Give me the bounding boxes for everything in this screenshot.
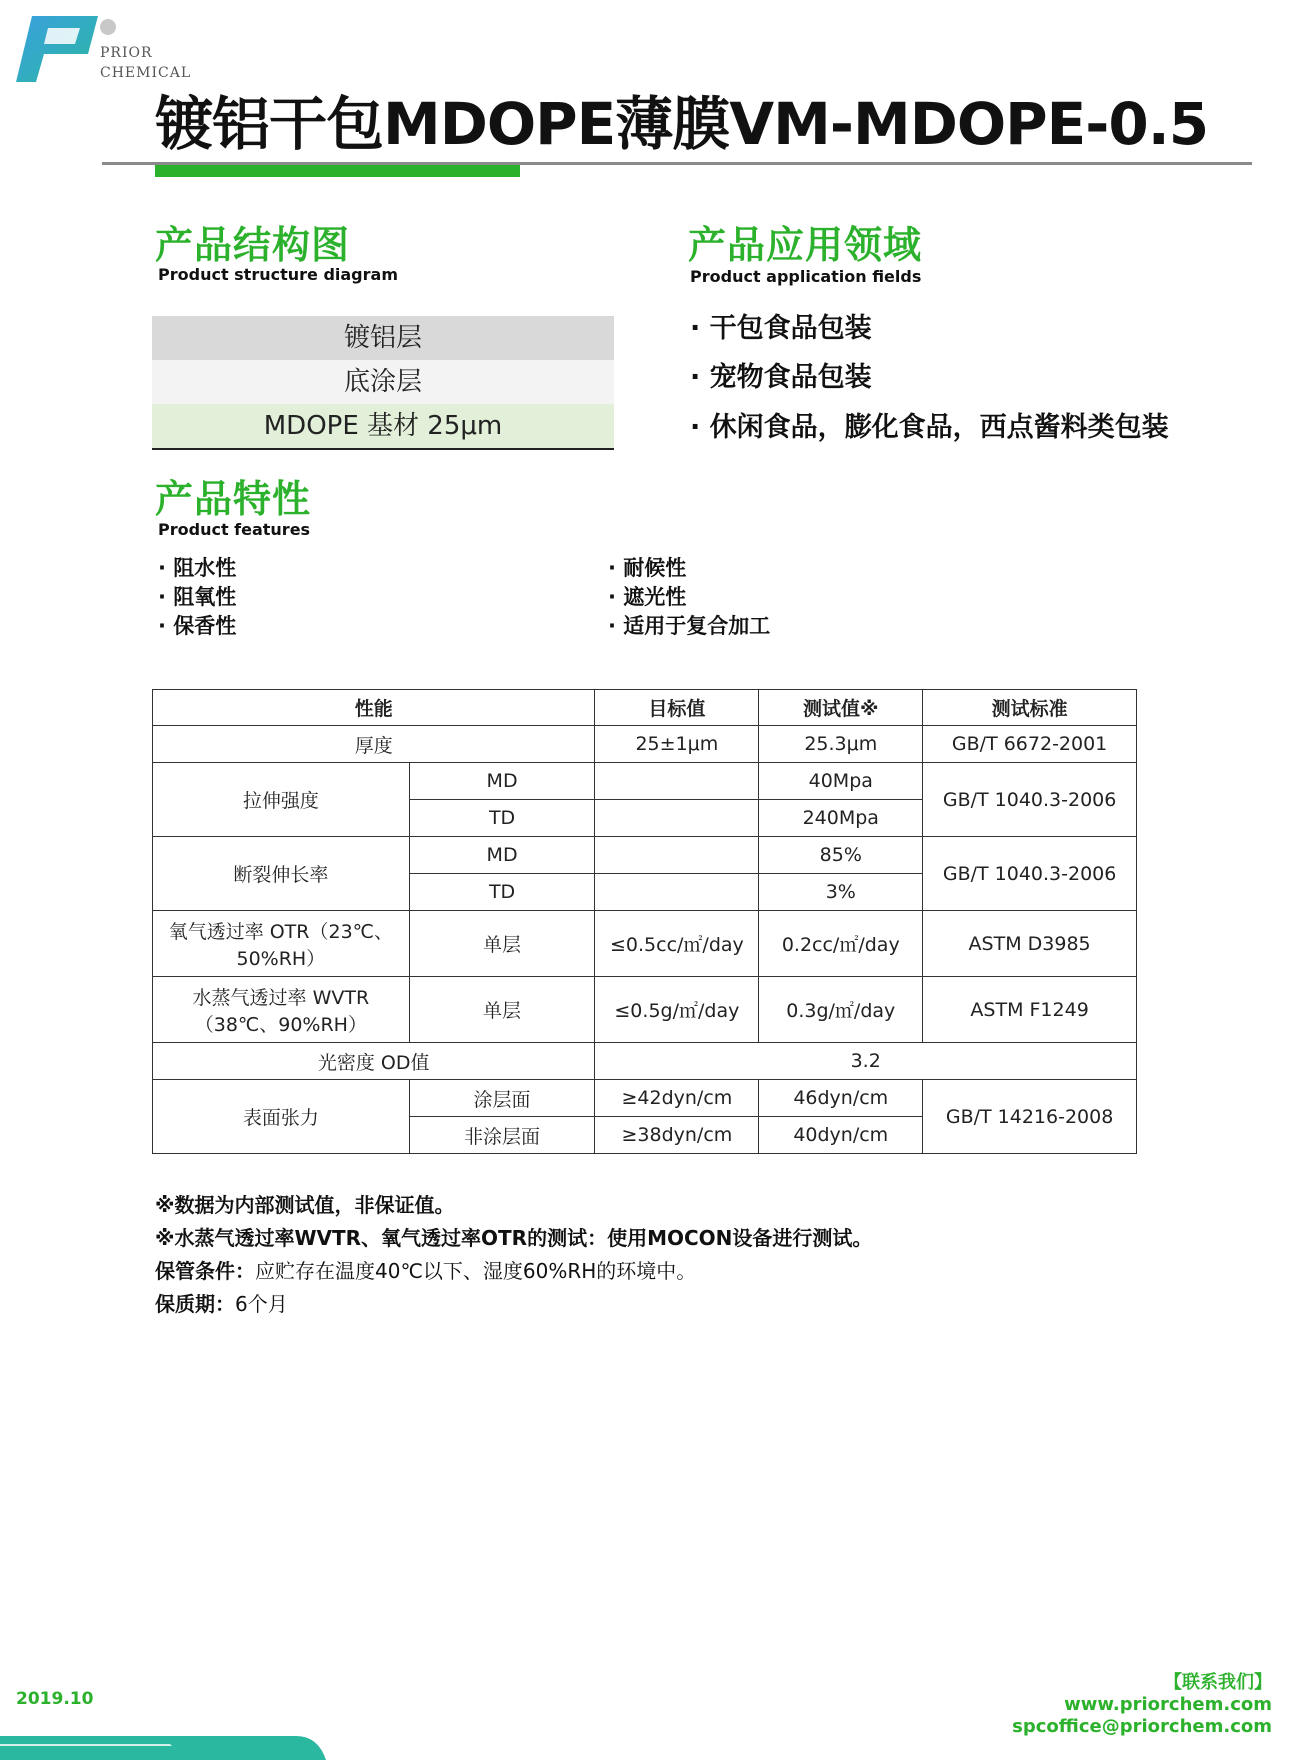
otr-name (153, 911, 410, 977)
surface-standard: GB/T 14216-2008 (923, 1080, 1137, 1154)
spec-table (152, 689, 1137, 1154)
footer-website-link[interactable]: www.priorchem.com (1064, 1694, 1272, 1715)
od-name: 光密度 OD值 (153, 1043, 595, 1080)
otr-name-line1: 氧气透过率 OTR（23℃、 (168, 920, 394, 943)
header-target: 目标值 (595, 690, 759, 726)
tensile-name: 拉伸强度 (153, 763, 410, 837)
od-value: 3.2 (595, 1043, 1137, 1080)
tensile-td-label: TD (409, 800, 595, 837)
note-internal-data (155, 1191, 454, 1219)
application-item: · 宠物食品包装 (690, 362, 872, 393)
note-storage (155, 1257, 696, 1285)
feature-item: · 耐候性 (608, 556, 687, 580)
thickness-test: 25.3μm (759, 726, 923, 763)
thickness-name: 厚度 (153, 726, 595, 763)
elongation-td-test: 3% (759, 874, 923, 911)
prior-chemical-logo-icon (14, 14, 98, 84)
title-accent-bar (155, 165, 520, 177)
header-standard: 测试标准 (923, 690, 1137, 726)
wvtr-standard: ASTM F1249 (923, 977, 1137, 1043)
elongation-standard: GB/T 1040.3-2006 (923, 837, 1137, 911)
elongation-md-test: 85% (759, 837, 923, 874)
otr-name-line2: 50%RH） (236, 947, 326, 970)
page-title: 镀铝干包MDOPE薄膜VM-MDOPE-0.5 (155, 90, 1209, 158)
wvtr-test: 0.3g/㎡/day (759, 977, 923, 1043)
thickness-standard: GB/T 6672-2001 (923, 726, 1137, 763)
wvtr-sub: 单层 (409, 977, 595, 1043)
feature-item: · 阻水性 (158, 556, 237, 580)
feature-item: · 遮光性 (608, 585, 687, 609)
logo-line2: CHEMICAL (100, 65, 192, 81)
storage-label: 保管条件： (155, 1259, 255, 1283)
footer-band-icon (0, 1730, 330, 1760)
surface-uncoated-label: 非涂层面 (409, 1117, 595, 1154)
logo-dot (100, 19, 116, 35)
structure-heading: 产品结构图 (155, 223, 351, 267)
elongation-md-target (595, 837, 759, 874)
note1-text: ※数据为内部测试值，非保证值。 (155, 1193, 455, 1217)
tensile-md-label: MD (409, 763, 595, 800)
header-property: 性能 (153, 690, 595, 726)
wvtr-name-line2: （38℃、90%RH） (194, 1013, 367, 1036)
tensile-standard: GB/T 1040.3-2006 (923, 763, 1137, 837)
surface-coated-test: 46dyn/cm (759, 1080, 923, 1117)
elongation-name: 断裂伸长率 (153, 837, 410, 911)
surface-uncoated-test: 40dyn/cm (759, 1117, 923, 1154)
elongation-md-label: MD (409, 837, 595, 874)
logo-line1: PRIOR (100, 45, 153, 61)
application-item: · 干包食品包装 (690, 313, 872, 344)
table-row (153, 837, 1137, 874)
feature-item: · 保香性 (158, 614, 237, 638)
wvtr-name-line1: 水蒸气透过率 WVTR (192, 986, 370, 1009)
structure-layer-substrate: MDOPE 基材 25μm (152, 404, 614, 450)
surface-coated-label: 涂层面 (409, 1080, 595, 1117)
table-row (153, 726, 1137, 763)
surface-name: 表面张力 (153, 1080, 410, 1154)
structure-subheading: Product structure diagram (158, 265, 398, 284)
surface-uncoated-target: ≥38dyn/cm (595, 1117, 759, 1154)
applications-subheading: Product application fields (690, 267, 922, 286)
table-row (153, 1080, 1137, 1117)
footer-contact-label: 【联系我们】 (1164, 1672, 1272, 1693)
structure-layer-primer: 底涂层 (152, 360, 614, 404)
note-shelf-life (155, 1290, 288, 1318)
table-header-row (153, 690, 1137, 726)
shelf-text: 6个月 (235, 1292, 288, 1316)
table-row (153, 1043, 1137, 1080)
header-test: 测试值※ (759, 690, 923, 726)
table-row (153, 977, 1137, 1043)
storage-text: 应贮存在温度40℃以下、湿度60%RH的环境中。 (255, 1259, 697, 1283)
wvtr-name (153, 977, 410, 1043)
features-heading: 产品特性 (155, 477, 312, 521)
elongation-td-label: TD (409, 874, 595, 911)
wvtr-target: ≤0.5g/㎡/day (595, 977, 759, 1043)
feature-item: · 阻氧性 (158, 585, 237, 609)
footer-email-link[interactable]: spcoffice@priorchem.com (1012, 1716, 1272, 1737)
tensile-md-target (595, 763, 759, 800)
tensile-td-target (595, 800, 759, 837)
structure-layer-aluminum: 镀铝层 (152, 316, 614, 360)
otr-sub: 单层 (409, 911, 595, 977)
note2-text: ※水蒸气透过率WVTR、氧气透过率OTR的测试：使用MOCON设备进行测试。 (155, 1226, 873, 1250)
applications-heading: 产品应用领域 (688, 223, 923, 267)
tensile-md-test: 40Mpa (759, 763, 923, 800)
note-mocon (155, 1224, 872, 1252)
application-item: · 休闲食品，膨化食品，西点酱料类包装 (690, 412, 1169, 443)
thickness-target: 25±1μm (595, 726, 759, 763)
table-row (153, 763, 1137, 800)
shelf-label: 保质期： (155, 1292, 235, 1316)
table-row (153, 911, 1137, 977)
footer-date: 2019.10 (16, 1689, 94, 1709)
otr-target: ≤0.5cc/㎡/day (595, 911, 759, 977)
otr-test: 0.2cc/㎡/day (759, 911, 923, 977)
feature-item: · 适用于复合加工 (608, 614, 771, 638)
otr-standard: ASTM D3985 (923, 911, 1137, 977)
tensile-td-test: 240Mpa (759, 800, 923, 837)
surface-coated-target: ≥42dyn/cm (595, 1080, 759, 1117)
elongation-td-target (595, 874, 759, 911)
logo-text (100, 43, 191, 83)
features-subheading: Product features (158, 520, 311, 539)
